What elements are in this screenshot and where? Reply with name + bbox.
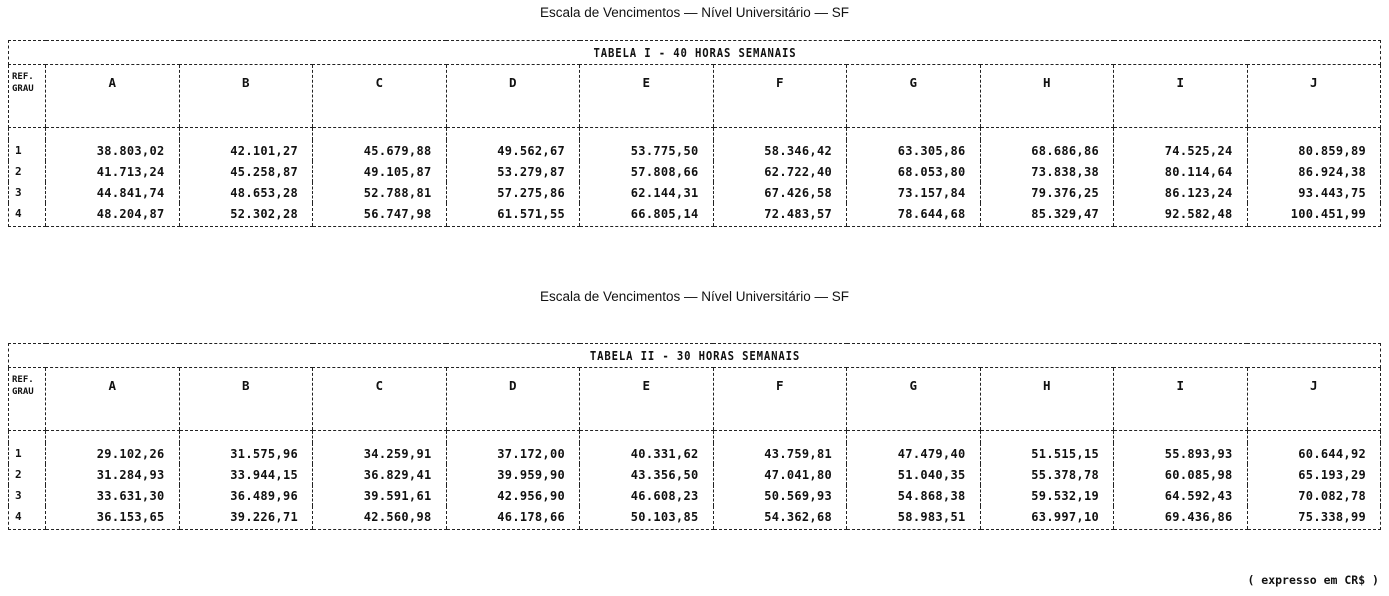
value-cell: 70.082,78 (1247, 485, 1381, 506)
value-cell: 36.153,65 (46, 506, 180, 530)
grau-label: GRAU (12, 84, 34, 94)
grade-cell: 2 (9, 161, 46, 182)
value-cell: 47.479,40 (847, 443, 981, 464)
value-cell: 42.560,98 (313, 506, 447, 530)
table-row (9, 161, 1381, 182)
value-cell: 43.759,81 (713, 443, 847, 464)
column-header: F (713, 65, 847, 128)
value-cell: 78.644,68 (847, 203, 981, 227)
value-cell: 51.040,35 (847, 464, 981, 485)
value-cell: 75.338,99 (1247, 506, 1381, 530)
value-cell: 80.859,89 (1247, 140, 1381, 161)
table-title-row (9, 344, 1381, 368)
ref-grau-header (9, 368, 46, 431)
value-cell: 57.808,66 (580, 161, 714, 182)
grade-cell: 4 (9, 203, 46, 227)
value-cell: 31.575,96 (179, 443, 313, 464)
salary-table-30h (8, 343, 1381, 530)
value-cell: 86.123,24 (1114, 182, 1248, 203)
value-cell: 79.376,25 (980, 182, 1114, 203)
value-cell: 57.275,86 (446, 182, 580, 203)
value-cell: 38.803,02 (46, 140, 180, 161)
value-cell: 59.532,19 (980, 485, 1114, 506)
column-header: H (980, 65, 1114, 128)
value-cell: 45.679,88 (313, 140, 447, 161)
value-cell: 66.805,14 (580, 203, 714, 227)
value-cell: 61.571,55 (446, 203, 580, 227)
value-cell: 50.103,85 (580, 506, 714, 530)
column-header: H (980, 368, 1114, 431)
column-header: E (580, 65, 714, 128)
value-cell: 62.722,40 (713, 161, 847, 182)
value-cell: 46.608,23 (580, 485, 714, 506)
value-cell: 55.378,78 (980, 464, 1114, 485)
value-cell: 39.959,90 (446, 464, 580, 485)
value-cell: 67.426,58 (713, 182, 847, 203)
column-header: D (446, 368, 580, 431)
column-header: B (179, 368, 313, 431)
column-header: I (1114, 368, 1248, 431)
value-cell: 48.653,28 (179, 182, 313, 203)
value-cell: 42.956,90 (446, 485, 580, 506)
column-header: C (313, 368, 447, 431)
value-cell: 41.713,24 (46, 161, 180, 182)
table-row (9, 182, 1381, 203)
grade-cell: 1 (9, 140, 46, 161)
value-cell: 64.592,43 (1114, 485, 1248, 506)
value-cell: 65.193,29 (1247, 464, 1381, 485)
table-title: TABELA I - 40 HORAS SEMANAIS (111, 41, 1277, 65)
value-cell: 52.788,81 (313, 182, 447, 203)
spacer-row (9, 128, 1381, 141)
value-cell: 58.983,51 (847, 506, 981, 530)
column-header: G (847, 368, 981, 431)
value-cell: 73.838,38 (980, 161, 1114, 182)
value-cell: 29.102,26 (46, 443, 180, 464)
value-cell: 52.302,28 (179, 203, 313, 227)
currency-footnote: ( expresso em CR$ ) (1247, 573, 1379, 587)
value-cell: 80.114,64 (1114, 161, 1248, 182)
value-cell: 55.893,93 (1114, 443, 1248, 464)
spacer-row (9, 431, 1381, 444)
value-cell: 49.562,67 (446, 140, 580, 161)
column-header-row (9, 368, 1381, 431)
table-row (9, 485, 1381, 506)
value-cell: 54.362,68 (713, 506, 847, 530)
grau-label: GRAU (12, 387, 34, 397)
column-header: J (1247, 65, 1381, 128)
column-header-row (9, 65, 1381, 128)
column-header: I (1114, 65, 1248, 128)
column-header: A (46, 65, 180, 128)
value-cell: 56.747,98 (313, 203, 447, 227)
column-header: C (313, 65, 447, 128)
value-cell: 72.483,57 (713, 203, 847, 227)
value-cell: 40.331,62 (580, 443, 714, 464)
grade-cell: 2 (9, 464, 46, 485)
value-cell: 37.172,00 (446, 443, 580, 464)
value-cell: 45.258,87 (179, 161, 313, 182)
value-cell: 33.631,30 (46, 485, 180, 506)
value-cell: 93.443,75 (1247, 182, 1381, 203)
column-header: A (46, 368, 180, 431)
value-cell: 46.178,66 (446, 506, 580, 530)
table-title: TABELA II - 30 HORAS SEMANAIS (111, 344, 1277, 368)
table-row (9, 140, 1381, 161)
ref-label: REF. (12, 72, 34, 82)
page-heading-2: Escala de Vencimentos — Nível Universitário — SF (539, 289, 850, 304)
table-title-row (9, 41, 1381, 65)
page-heading-1: Escala de Vencimentos — Nível Universitário — SF (539, 5, 850, 20)
table-row (9, 203, 1381, 227)
value-cell: 62.144,31 (580, 182, 714, 203)
value-cell: 85.329,47 (980, 203, 1114, 227)
value-cell: 68.686,86 (980, 140, 1114, 161)
value-cell: 63.997,10 (980, 506, 1114, 530)
table-row (9, 464, 1381, 485)
column-header: E (580, 368, 714, 431)
value-cell: 42.101,27 (179, 140, 313, 161)
column-header: G (847, 65, 981, 128)
value-cell: 100.451,99 (1247, 203, 1381, 227)
value-cell: 48.204,87 (46, 203, 180, 227)
value-cell: 51.515,15 (980, 443, 1114, 464)
ref-label: REF. (12, 375, 34, 385)
column-header: D (446, 65, 580, 128)
value-cell: 73.157,84 (847, 182, 981, 203)
value-cell: 53.279,87 (446, 161, 580, 182)
value-cell: 36.489,96 (179, 485, 313, 506)
value-cell: 43.356,50 (580, 464, 714, 485)
value-cell: 50.569,93 (713, 485, 847, 506)
value-cell: 63.305,86 (847, 140, 981, 161)
grade-cell: 3 (9, 182, 46, 203)
value-cell: 60.644,92 (1247, 443, 1381, 464)
value-cell: 74.525,24 (1114, 140, 1248, 161)
salary-table-40h (8, 40, 1381, 227)
value-cell: 39.591,61 (313, 485, 447, 506)
value-cell: 86.924,38 (1247, 161, 1381, 182)
value-cell: 39.226,71 (179, 506, 313, 530)
column-header: B (179, 65, 313, 128)
value-cell: 44.841,74 (46, 182, 180, 203)
value-cell: 31.284,93 (46, 464, 180, 485)
grade-cell: 3 (9, 485, 46, 506)
value-cell: 33.944,15 (179, 464, 313, 485)
table-row (9, 506, 1381, 530)
value-cell: 58.346,42 (713, 140, 847, 161)
value-cell: 53.775,50 (580, 140, 714, 161)
value-cell: 69.436,86 (1114, 506, 1248, 530)
value-cell: 34.259,91 (313, 443, 447, 464)
value-cell: 60.085,98 (1114, 464, 1248, 485)
value-cell: 54.868,38 (847, 485, 981, 506)
grade-cell: 4 (9, 506, 46, 530)
ref-grau-header (9, 65, 46, 128)
column-header: F (713, 368, 847, 431)
value-cell: 49.105,87 (313, 161, 447, 182)
value-cell: 68.053,80 (847, 161, 981, 182)
column-header: J (1247, 368, 1381, 431)
grade-cell: 1 (9, 443, 46, 464)
value-cell: 47.041,80 (713, 464, 847, 485)
value-cell: 92.582,48 (1114, 203, 1248, 227)
value-cell: 36.829,41 (313, 464, 447, 485)
table-row (9, 443, 1381, 464)
